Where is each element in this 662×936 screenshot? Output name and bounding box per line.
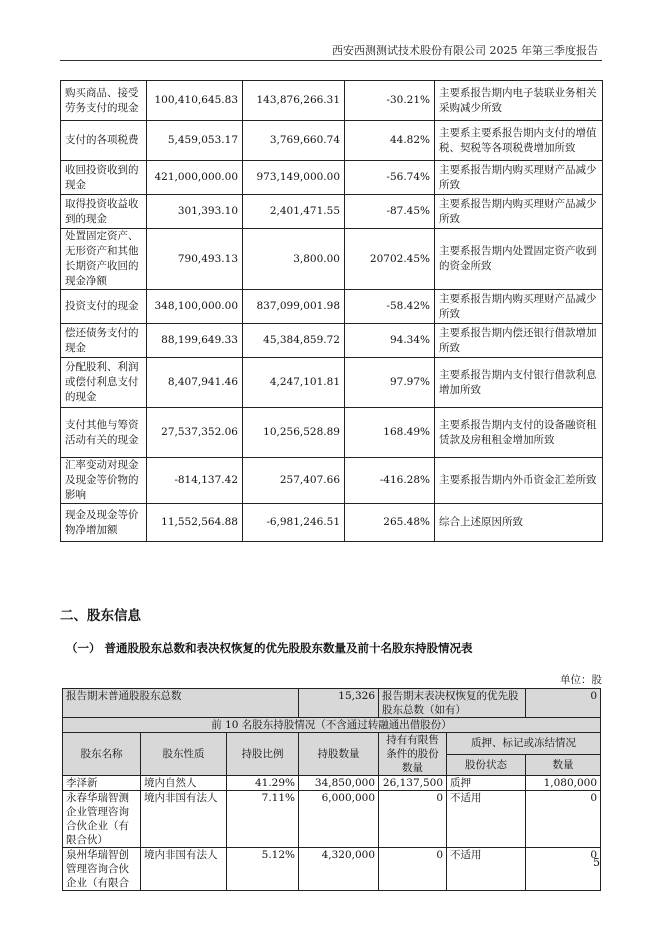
cashflow-change-percent: 94.34% [345, 324, 435, 358]
shareholder-restricted: 0 [379, 848, 447, 891]
cashflow-current-value: 27,537,352.06 [147, 408, 243, 458]
shareholder-table [62, 688, 601, 891]
cashflow-item: 取得投资收益收到的现金 [61, 195, 147, 229]
preferred-holders-value: 0 [526, 689, 601, 718]
col-quantity: 数量 [526, 754, 601, 776]
shareholder-restricted: 26,137,500 [379, 776, 447, 791]
cashflow-change-reason: 主要系报告期内处置固定资产收到的资金所致 [435, 229, 603, 290]
cashflow-change-percent: -56.74% [345, 161, 435, 195]
page-number: 5 [593, 856, 600, 869]
cashflow-change-reason: 主要系报告期内外币资金汇差所致 [435, 458, 603, 504]
cashflow-change-percent: 168.49% [345, 408, 435, 458]
cashflow-item: 购买商品、接受劳务支付的现金 [61, 81, 147, 121]
cashflow-prior-value: 3,769,660.74 [243, 121, 345, 161]
cashflow-prior-value: 3,800.00 [243, 229, 345, 290]
cashflow-change-reason: 综合上述原因所致 [435, 504, 603, 542]
cashflow-prior-value: 143,876,266.31 [243, 81, 345, 121]
top10-title-row [63, 718, 601, 733]
cashflow-current-value: 348,100,000.00 [147, 290, 243, 324]
cashflow-item: 投资支付的现金 [61, 290, 147, 324]
cashflow-prior-value: 257,407.66 [243, 458, 345, 504]
shareholder-nature: 境内自然人 [141, 776, 227, 791]
pledge-quantity: 0 [526, 848, 601, 891]
cashflow-current-value: 88,199,649.33 [147, 324, 243, 358]
cashflow-change-percent: 97.97% [345, 358, 435, 408]
cashflow-change-reason: 主要系报告期内购买理财产品减少所致 [435, 290, 603, 324]
preferred-holders-label: 报告期末表决权恢复的优先股股东总数（如有） [379, 689, 526, 718]
pledge-quantity: 0 [526, 791, 601, 848]
cashflow-current-value: 11,552,564.88 [147, 504, 243, 542]
cashflow-prior-value: 2,401,471.55 [243, 195, 345, 229]
col-ratio: 持股比例 [227, 733, 299, 776]
cashflow-current-value: -814,137.42 [147, 458, 243, 504]
cashflow-current-value: 301,393.10 [147, 195, 243, 229]
shareholder-restricted: 0 [379, 791, 447, 848]
cashflow-item: 处置固定资产、无形资产和其他长期资产收回的现金净额 [61, 229, 147, 290]
column-header-row [63, 733, 601, 755]
cashflow-change-reason: 主要系主要系报告期内支付的增值税、契税等各项税费增加所致 [435, 121, 603, 161]
cashflow-current-value: 5,459,053.17 [147, 121, 243, 161]
cashflow-item: 现金及现金等价物净增加额 [61, 504, 147, 542]
cashflow-change-reason: 主要系报告期内支付的设备融资租赁款及房租租金增加所致 [435, 408, 603, 458]
cashflow-row [61, 121, 603, 161]
col-restricted: 持有有限售条件的股份数量 [379, 733, 447, 776]
shareholder-nature: 境内非国有法人 [141, 791, 227, 848]
shareholder-name: 永春华瑞智测企业管理咨询合伙企业（有限合伙） [63, 791, 141, 848]
cashflow-item: 支付的各项税费 [61, 121, 147, 161]
col-pledge-group: 质押、标记或冻结情况 [447, 733, 601, 755]
cashflow-change-reason: 主要系报告期内电子装联业务相关采购减少所致 [435, 81, 603, 121]
cashflow-prior-value: 4,247,101.81 [243, 358, 345, 408]
cashflow-change-reason: 主要系报告期内购买理财产品减少所致 [435, 161, 603, 195]
cashflow-row [61, 290, 603, 324]
cashflow-change-percent: 20702.45% [345, 229, 435, 290]
shareholder-nature: 境内非国有法人 [141, 848, 227, 891]
cashflow-row [61, 161, 603, 195]
pledge-quantity: 1,080,000 [526, 776, 601, 791]
cashflow-change-reason: 主要系报告期内偿还银行借款增加所致 [435, 324, 603, 358]
cashflow-row [61, 458, 603, 504]
shareholder-ratio: 5.12% [227, 848, 299, 891]
shareholder-ratio: 7.11% [227, 791, 299, 848]
cashflow-change-table [60, 80, 603, 542]
shareholder-count: 34,850,000 [299, 776, 379, 791]
cashflow-row [61, 408, 603, 458]
cashflow-row [61, 229, 603, 290]
shareholder-row [63, 848, 601, 891]
cashflow-change-percent: -87.45% [345, 195, 435, 229]
total-holders-label: 报告期末普通股股东总数 [63, 689, 299, 718]
top10-title: 前 10 名股东持股情况（不含通过转融通出借股份） [63, 718, 601, 733]
shareholder-count: 6,000,000 [299, 791, 379, 848]
col-name: 股东名称 [63, 733, 141, 776]
pledge-status: 不适用 [447, 848, 526, 891]
cashflow-row [61, 324, 603, 358]
report-header: 西安西测测试技术股份有限公司 2025 年第三季度报告 [332, 44, 598, 57]
shareholder-row [63, 776, 601, 791]
pledge-status: 不适用 [447, 791, 526, 848]
cashflow-change-percent: 265.48% [345, 504, 435, 542]
total-holders-value: 15,326 [299, 689, 379, 718]
unit-label: 单位：股 [560, 674, 602, 686]
cashflow-change-percent: -58.42% [345, 290, 435, 324]
cashflow-change-reason: 主要系报告期内购买理财产品减少所致 [435, 195, 603, 229]
col-nature: 股东性质 [141, 733, 227, 776]
section-title: 二、股东信息 [60, 608, 141, 624]
cashflow-row [61, 81, 603, 121]
cashflow-change-percent: 44.82% [345, 121, 435, 161]
col-status: 股份状态 [447, 754, 526, 776]
cashflow-item: 汇率变动对现金及现金等价物的影响 [61, 458, 147, 504]
cashflow-prior-value: 10,256,528.89 [243, 408, 345, 458]
cashflow-prior-value: 837,099,001.98 [243, 290, 345, 324]
shareholder-row [63, 791, 601, 848]
pledge-status: 质押 [447, 776, 526, 791]
cashflow-prior-value: -6,981,246.51 [243, 504, 345, 542]
cashflow-change-percent: -416.28% [345, 458, 435, 504]
cashflow-item: 分配股利、利润或偿付利息支付的现金 [61, 358, 147, 408]
cashflow-item: 支付其他与筹资活动有关的现金 [61, 408, 147, 458]
cashflow-current-value: 100,410,645.83 [147, 81, 243, 121]
col-count: 持股数量 [299, 733, 379, 776]
cashflow-current-value: 790,493.13 [147, 229, 243, 290]
cashflow-current-value: 8,407,941.46 [147, 358, 243, 408]
cashflow-row [61, 195, 603, 229]
cashflow-prior-value: 973,149,000.00 [243, 161, 345, 195]
total-holders-row [63, 689, 601, 718]
shareholder-count: 4,320,000 [299, 848, 379, 891]
cashflow-row [61, 504, 603, 542]
shareholder-name: 泉州华瑞智创管理咨询合伙企业（有限合 [63, 848, 141, 891]
shareholder-ratio: 41.29% [227, 776, 299, 791]
cashflow-current-value: 421,000,000.00 [147, 161, 243, 195]
cashflow-change-reason: 主要系报告期内支付银行借款利息增加所致 [435, 358, 603, 408]
cashflow-row [61, 358, 603, 408]
header-divider [60, 60, 602, 61]
subsection-title: （一） 普通股股东总数和表决权恢复的优先股股东数量及前十名股东持股情况表 [66, 641, 473, 655]
cashflow-prior-value: 45,384,859.72 [243, 324, 345, 358]
cashflow-item: 偿还债务支付的现金 [61, 324, 147, 358]
shareholder-name: 李泽新 [63, 776, 141, 791]
cashflow-item: 收回投资收到的现金 [61, 161, 147, 195]
cashflow-change-percent: -30.21% [345, 81, 435, 121]
